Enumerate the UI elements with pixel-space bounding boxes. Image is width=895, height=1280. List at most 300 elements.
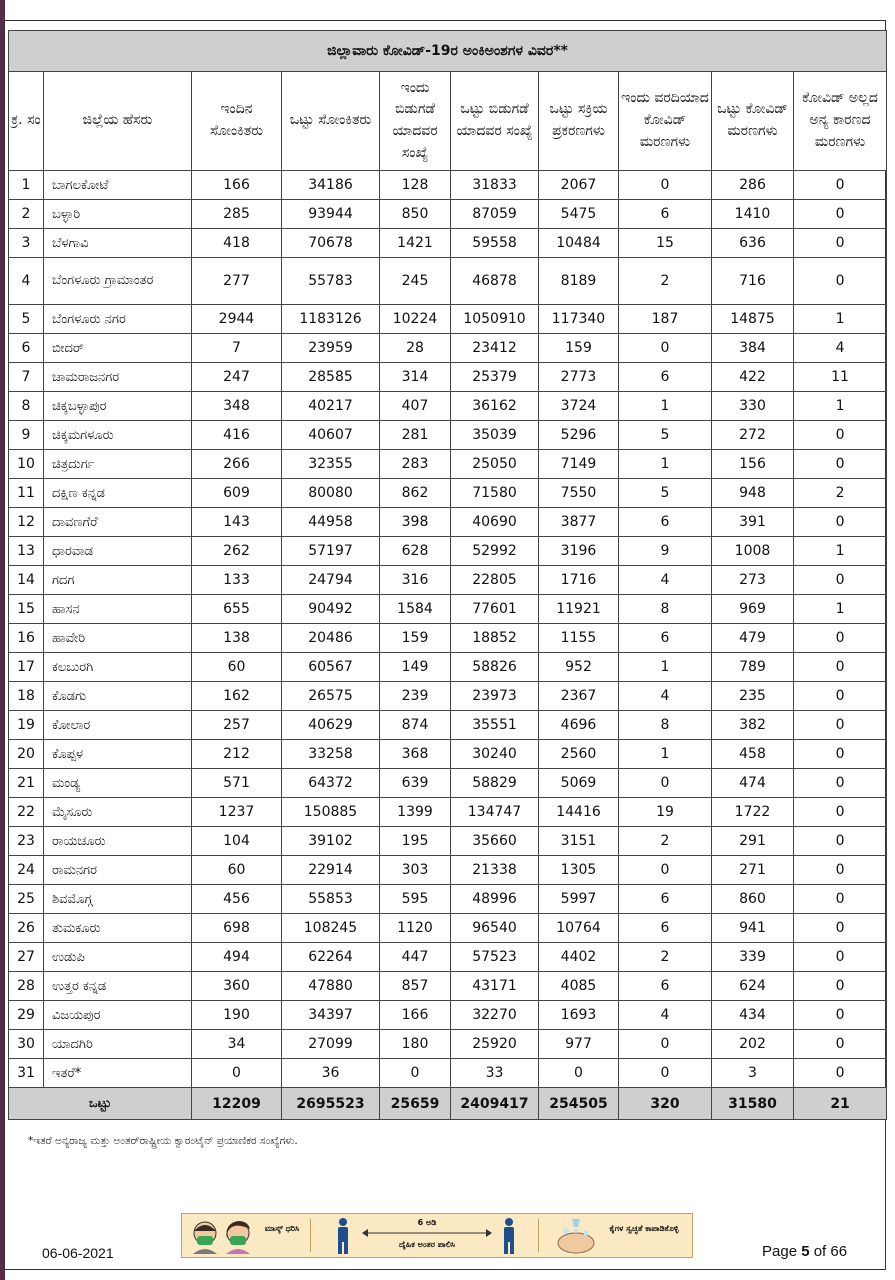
cell-non-covid-deaths: 1: [794, 537, 887, 566]
cell-serial: 19: [9, 711, 44, 740]
cell-total-cases: 55853: [282, 885, 380, 914]
table-row: [9, 885, 887, 914]
cell-serial: 17: [9, 653, 44, 682]
cell-active-cases: 1305: [539, 856, 619, 885]
cell-today-deaths: 6: [619, 885, 712, 914]
cell-total-deaths: 624: [712, 972, 794, 1001]
header-district-name: ಜಿಲ್ಲೆಯ ಹೆಸರು: [44, 72, 192, 171]
cell-total-deaths: 789: [712, 653, 794, 682]
cell-total-deaths: 286: [712, 171, 794, 200]
cell-today-cases: 138: [192, 624, 282, 653]
cell-today-cases: 285: [192, 200, 282, 229]
cell-serial: 13: [9, 537, 44, 566]
cell-non-covid-deaths: 1: [794, 392, 887, 421]
cell-serial: 27: [9, 943, 44, 972]
banner-divider: [538, 1219, 539, 1252]
cell-total-cases: 23959: [282, 334, 380, 363]
cell-today-discharged: 1584: [380, 595, 451, 624]
cell-active-cases: 1155: [539, 624, 619, 653]
total-today-discharged: 25659: [380, 1088, 451, 1120]
table-row: [9, 305, 887, 334]
table-row: [9, 450, 887, 479]
cell-total-cases: 90492: [282, 595, 380, 624]
cell-today-discharged: 862: [380, 479, 451, 508]
cell-total-discharged: 32270: [451, 1001, 539, 1030]
cell-today-cases: 7: [192, 334, 282, 363]
cell-today-cases: 609: [192, 479, 282, 508]
cell-total-deaths: 235: [712, 682, 794, 711]
cell-serial: 5: [9, 305, 44, 334]
table-row: [9, 682, 887, 711]
cell-total-cases: 39102: [282, 827, 380, 856]
cell-district: ಹಾಸನ: [44, 595, 192, 624]
cell-district: ತುಮಕೂರು: [44, 914, 192, 943]
cell-district: ಕೊಡಗು: [44, 682, 192, 711]
cell-total-discharged: 21338: [451, 856, 539, 885]
cell-serial: 31: [9, 1059, 44, 1088]
total-total-deaths: 31580: [712, 1088, 794, 1120]
cell-today-deaths: 0: [619, 334, 712, 363]
cell-non-covid-deaths: 2: [794, 479, 887, 508]
cell-today-discharged: 149: [380, 653, 451, 682]
cell-total-deaths: 948: [712, 479, 794, 508]
table-row: [9, 392, 887, 421]
header-serial: ಕ್ರ. ಸಂ: [9, 72, 44, 171]
cell-district: ಚಿಕ್ಕಬಳ್ಳಾಪುರ: [44, 392, 192, 421]
cell-total-cases: 32355: [282, 450, 380, 479]
cell-today-cases: 655: [192, 595, 282, 624]
cell-total-deaths: 479: [712, 624, 794, 653]
cell-serial: 26: [9, 914, 44, 943]
page-prefix: Page: [762, 1243, 802, 1260]
cell-district: ಉಡುಪಿ: [44, 943, 192, 972]
cell-today-discharged: 368: [380, 740, 451, 769]
cell-serial: 20: [9, 740, 44, 769]
cell-active-cases: 8189: [539, 258, 619, 305]
cell-today-cases: 262: [192, 537, 282, 566]
mask-label: ಮಾಸ್ಕ್ ಧರಿಸಿ: [264, 1224, 300, 1233]
cell-today-deaths: 2: [619, 827, 712, 856]
cell-serial: 6: [9, 334, 44, 363]
cell-district: ಬೆಳಗಾವಿ: [44, 229, 192, 258]
cell-today-cases: 456: [192, 885, 282, 914]
cell-serial: 30: [9, 1030, 44, 1059]
cell-total-discharged: 33: [451, 1059, 539, 1088]
cell-active-cases: 3196: [539, 537, 619, 566]
cell-total-cases: 27099: [282, 1030, 380, 1059]
cell-today-discharged: 447: [380, 943, 451, 972]
cell-today-discharged: 407: [380, 392, 451, 421]
cell-non-covid-deaths: 0: [794, 943, 887, 972]
hands-label: ಕೈಗಳ ಸ್ವಚ್ಛತೆ ಕಾಪಾಡಿಕೊಳ್ಳಿ: [609, 1224, 679, 1233]
cell-non-covid-deaths: 1: [794, 305, 887, 334]
cell-today-deaths: 19: [619, 798, 712, 827]
table-row: [9, 363, 887, 392]
cell-total-deaths: 1410: [712, 200, 794, 229]
cell-non-covid-deaths: 0: [794, 972, 887, 1001]
cell-today-discharged: 166: [380, 1001, 451, 1030]
table-row: [9, 508, 887, 537]
cell-today-cases: 166: [192, 171, 282, 200]
cell-district: ಕಲಬುರಗಿ: [44, 653, 192, 682]
cell-serial: 12: [9, 508, 44, 537]
cell-district: ಚಾಮರಾಜನಗರ: [44, 363, 192, 392]
header-total-cases: ಒಟ್ಟು ಸೋಂಕಿತರು: [282, 72, 380, 171]
table-row: [9, 334, 887, 363]
cell-today-discharged: 245: [380, 258, 451, 305]
cell-district: ಗದಗ: [44, 566, 192, 595]
cell-total-discharged: 58829: [451, 769, 539, 798]
cell-serial: 4: [9, 258, 44, 305]
cell-district: ಬೆಂಗಳೂರು ನಗರ: [44, 305, 192, 334]
cell-district: ಚಿತ್ರದುರ್ಗ: [44, 450, 192, 479]
cell-serial: 16: [9, 624, 44, 653]
cell-today-discharged: 595: [380, 885, 451, 914]
cell-district: ಧಾರವಾಡ: [44, 537, 192, 566]
cell-total-deaths: 969: [712, 595, 794, 624]
cell-active-cases: 4402: [539, 943, 619, 972]
table-row: [9, 421, 887, 450]
cell-today-deaths: 1: [619, 450, 712, 479]
cell-total-deaths: 391: [712, 508, 794, 537]
cell-total-deaths: 271: [712, 856, 794, 885]
cell-total-cases: 40607: [282, 421, 380, 450]
total-active-cases: 254505: [539, 1088, 619, 1120]
cell-total-deaths: 474: [712, 769, 794, 798]
cell-total-discharged: 30240: [451, 740, 539, 769]
cell-total-cases: 150885: [282, 798, 380, 827]
cell-total-deaths: 3: [712, 1059, 794, 1088]
cell-active-cases: 5997: [539, 885, 619, 914]
cell-non-covid-deaths: 0: [794, 1001, 887, 1030]
cell-today-cases: 360: [192, 972, 282, 1001]
cell-total-discharged: 57523: [451, 943, 539, 972]
total-today-cases: 12209: [192, 1088, 282, 1120]
cell-active-cases: 952: [539, 653, 619, 682]
cell-non-covid-deaths: 0: [794, 827, 887, 856]
cell-serial: 22: [9, 798, 44, 827]
cell-total-discharged: 1050910: [451, 305, 539, 334]
cell-non-covid-deaths: 0: [794, 566, 887, 595]
total-total-cases: 2695523: [282, 1088, 380, 1120]
cell-non-covid-deaths: 0: [794, 200, 887, 229]
cell-non-covid-deaths: 0: [794, 798, 887, 827]
cell-serial: 1: [9, 171, 44, 200]
cell-today-discharged: 628: [380, 537, 451, 566]
cell-total-deaths: 14875: [712, 305, 794, 334]
header-today-cases: ಇಂದಿನ ಸೋಂಕಿತರು: [192, 72, 282, 171]
cell-active-cases: 2560: [539, 740, 619, 769]
cell-non-covid-deaths: 0: [794, 421, 887, 450]
cell-non-covid-deaths: 0: [794, 1059, 887, 1088]
cell-total-deaths: 273: [712, 566, 794, 595]
cell-total-deaths: 434: [712, 1001, 794, 1030]
table-row: [9, 566, 887, 595]
cell-district: ಮೈಸೂರು: [44, 798, 192, 827]
cell-today-cases: 247: [192, 363, 282, 392]
cell-non-covid-deaths: 0: [794, 1030, 887, 1059]
header-today-deaths: ಇಂದು ವರದಿಯಾದ ಕೋವಿಡ್‌ ಮರಣಗಳು: [619, 72, 712, 171]
cell-total-deaths: 382: [712, 711, 794, 740]
person-icon: [500, 1217, 518, 1255]
cell-district: ಬೆಂಗಳೂರು ಗ್ರಾಮಾಂತರ: [44, 258, 192, 305]
footer-date: 06-06-2021: [42, 1245, 114, 1261]
cell-today-cases: 0: [192, 1059, 282, 1088]
total-non-covid-deaths: 21: [794, 1088, 887, 1120]
cell-total-discharged: 46878: [451, 258, 539, 305]
cell-total-cases: 108245: [282, 914, 380, 943]
cell-total-cases: 1183126: [282, 305, 380, 334]
cell-non-covid-deaths: 0: [794, 450, 887, 479]
header-non-covid-deaths: ಕೋವಿಡ್‌ ಅಲ್ಲದ ಅನ್ಯ ಕಾರಣದ ಮರಣಗಳು: [794, 72, 887, 171]
cell-serial: 2: [9, 200, 44, 229]
cell-today-deaths: 15: [619, 229, 712, 258]
cell-total-discharged: 31833: [451, 171, 539, 200]
cell-total-discharged: 35660: [451, 827, 539, 856]
cell-today-cases: 60: [192, 653, 282, 682]
cell-total-cases: 36: [282, 1059, 380, 1088]
cell-non-covid-deaths: 0: [794, 258, 887, 305]
cell-non-covid-deaths: 0: [794, 682, 887, 711]
cell-active-cases: 2067: [539, 171, 619, 200]
cell-active-cases: 10764: [539, 914, 619, 943]
cell-today-cases: 2944: [192, 305, 282, 334]
cell-today-deaths: 6: [619, 972, 712, 1001]
cell-active-cases: 4696: [539, 711, 619, 740]
cell-active-cases: 3151: [539, 827, 619, 856]
cell-active-cases: 0: [539, 1059, 619, 1088]
table-title-row: [9, 31, 887, 72]
cell-district: ಬಳ್ಳಾರಿ: [44, 200, 192, 229]
cell-district: ದಕ್ಷಿಣ ಕನ್ನಡ: [44, 479, 192, 508]
cell-today-discharged: 303: [380, 856, 451, 885]
cell-total-cases: 28585: [282, 363, 380, 392]
cell-district: ಕೋಲಾರ: [44, 711, 192, 740]
cell-serial: 9: [9, 421, 44, 450]
cell-serial: 25: [9, 885, 44, 914]
table-row: [9, 537, 887, 566]
cell-total-cases: 64372: [282, 769, 380, 798]
cell-serial: 29: [9, 1001, 44, 1030]
cell-total-deaths: 636: [712, 229, 794, 258]
cell-non-covid-deaths: 4: [794, 334, 887, 363]
table-row: [9, 943, 887, 972]
cell-today-discharged: 316: [380, 566, 451, 595]
cell-today-cases: 571: [192, 769, 282, 798]
cell-active-cases: 11921: [539, 595, 619, 624]
cell-active-cases: 4085: [539, 972, 619, 1001]
cell-active-cases: 977: [539, 1030, 619, 1059]
cell-total-cases: 70678: [282, 229, 380, 258]
table-row: [9, 1030, 887, 1059]
page-suffix: of 66: [809, 1243, 848, 1260]
cell-serial: 10: [9, 450, 44, 479]
cell-today-cases: 1237: [192, 798, 282, 827]
cell-total-deaths: 1008: [712, 537, 794, 566]
covid-district-table: [8, 30, 887, 1120]
table-row: [9, 595, 887, 624]
cell-total-deaths: 458: [712, 740, 794, 769]
cell-non-covid-deaths: 0: [794, 914, 887, 943]
header-today-discharged: ಇಂದು ಬಿಡುಗಡೆ ಯಾದವರ ಸಂಖ್ಯೆ: [380, 72, 451, 171]
cell-total-deaths: 330: [712, 392, 794, 421]
cell-total-discharged: 18852: [451, 624, 539, 653]
cell-district: ಶಿವಮೊಗ್ಗ: [44, 885, 192, 914]
cell-total-deaths: 202: [712, 1030, 794, 1059]
table-row: [9, 972, 887, 1001]
cell-active-cases: 7149: [539, 450, 619, 479]
table-row: [9, 1059, 887, 1088]
cell-today-cases: 257: [192, 711, 282, 740]
table-row: [9, 258, 887, 305]
cell-today-deaths: 4: [619, 1001, 712, 1030]
table-header-row: [9, 72, 887, 171]
cell-today-discharged: 159: [380, 624, 451, 653]
cell-serial: 28: [9, 972, 44, 1001]
cell-active-cases: 5475: [539, 200, 619, 229]
cell-total-cases: 57197: [282, 537, 380, 566]
table-row: [9, 171, 887, 200]
cell-today-cases: 212: [192, 740, 282, 769]
table-row: [9, 798, 887, 827]
table-row: [9, 740, 887, 769]
cell-district: ಕೊಪ್ಪಳ: [44, 740, 192, 769]
cell-total-cases: 44958: [282, 508, 380, 537]
cell-today-cases: 698: [192, 914, 282, 943]
cell-today-deaths: 2: [619, 943, 712, 972]
banner-divider: [310, 1219, 311, 1252]
cell-non-covid-deaths: 0: [794, 624, 887, 653]
cell-total-cases: 26575: [282, 682, 380, 711]
cell-active-cases: 14416: [539, 798, 619, 827]
cell-non-covid-deaths: 0: [794, 856, 887, 885]
cell-today-cases: 133: [192, 566, 282, 595]
cell-total-discharged: 36162: [451, 392, 539, 421]
table-row: [9, 711, 887, 740]
cell-district: ಬಾಗಲಕೋಟೆ: [44, 171, 192, 200]
distance-value: 6 ಅಡಿ: [417, 1218, 437, 1227]
cell-total-cases: 55783: [282, 258, 380, 305]
header-total-discharged: ಒಟ್ಟು ಬಿಡುಗಡೆ ಯಾದವರ ಸಂಖ್ಯೆ: [451, 72, 539, 171]
cell-today-deaths: 6: [619, 914, 712, 943]
cell-today-deaths: 5: [619, 479, 712, 508]
cell-today-cases: 60: [192, 856, 282, 885]
cell-district: ಉತ್ತರ ಕನ್ನಡ: [44, 972, 192, 1001]
current-page: 5: [801, 1243, 810, 1260]
cell-district: ರಾಮನಗರ: [44, 856, 192, 885]
table-row: [9, 1001, 887, 1030]
cell-total-discharged: 35551: [451, 711, 539, 740]
table-row: [9, 200, 887, 229]
cell-today-deaths: 4: [619, 566, 712, 595]
cell-total-discharged: 134747: [451, 798, 539, 827]
cell-total-deaths: 339: [712, 943, 794, 972]
cell-today-discharged: 180: [380, 1030, 451, 1059]
cell-total-deaths: 291: [712, 827, 794, 856]
table-row: [9, 653, 887, 682]
total-total-discharged: 2409417: [451, 1088, 539, 1120]
cell-active-cases: 3724: [539, 392, 619, 421]
cell-today-cases: 190: [192, 1001, 282, 1030]
cell-district: ಮಂಡ್ಯ: [44, 769, 192, 798]
cell-total-discharged: 35039: [451, 421, 539, 450]
cell-non-covid-deaths: 0: [794, 885, 887, 914]
cell-total-discharged: 23973: [451, 682, 539, 711]
cell-total-discharged: 52992: [451, 537, 539, 566]
cell-today-cases: 104: [192, 827, 282, 856]
cell-active-cases: 117340: [539, 305, 619, 334]
cell-serial: 15: [9, 595, 44, 624]
cell-non-covid-deaths: 0: [794, 711, 887, 740]
cell-total-deaths: 384: [712, 334, 794, 363]
cell-today-deaths: 187: [619, 305, 712, 334]
cell-active-cases: 159: [539, 334, 619, 363]
cell-serial: 11: [9, 479, 44, 508]
cell-total-discharged: 25050: [451, 450, 539, 479]
cell-active-cases: 10484: [539, 229, 619, 258]
cell-district: ಯಾದಗಿರಿ: [44, 1030, 192, 1059]
cell-total-discharged: 71580: [451, 479, 539, 508]
cell-today-discharged: 874: [380, 711, 451, 740]
cell-non-covid-deaths: 0: [794, 740, 887, 769]
cell-today-discharged: 850: [380, 200, 451, 229]
cell-serial: 24: [9, 856, 44, 885]
cell-active-cases: 3877: [539, 508, 619, 537]
cell-total-cases: 62264: [282, 943, 380, 972]
cell-serial: 23: [9, 827, 44, 856]
cell-total-cases: 80080: [282, 479, 380, 508]
cell-total-discharged: 77601: [451, 595, 539, 624]
totals-label: ಒಟ್ಟು: [9, 1088, 192, 1120]
cell-today-deaths: 1: [619, 392, 712, 421]
cell-total-discharged: 22805: [451, 566, 539, 595]
cell-today-cases: 266: [192, 450, 282, 479]
hand-wash-icon: [554, 1217, 598, 1255]
cell-serial: 21: [9, 769, 44, 798]
cell-today-cases: 418: [192, 229, 282, 258]
page-number: [762, 1243, 847, 1260]
cell-district: ದಾವಣಗೆರೆ: [44, 508, 192, 537]
cell-total-deaths: 860: [712, 885, 794, 914]
cell-today-deaths: 0: [619, 769, 712, 798]
cell-today-cases: 162: [192, 682, 282, 711]
cell-district: ರಾಯಚೂರು: [44, 827, 192, 856]
cell-total-deaths: 156: [712, 450, 794, 479]
cell-total-cases: 20486: [282, 624, 380, 653]
cell-non-covid-deaths: 0: [794, 171, 887, 200]
totals-row: [9, 1088, 887, 1120]
cell-total-deaths: 716: [712, 258, 794, 305]
cell-total-cases: 22914: [282, 856, 380, 885]
cell-today-discharged: 314: [380, 363, 451, 392]
cell-today-deaths: 1: [619, 653, 712, 682]
cell-total-cases: 47880: [282, 972, 380, 1001]
person-icon: [334, 1217, 352, 1255]
header-total-deaths: ಒಟ್ಟು ಕೋವಿಡ್‌ ಮರಣಗಳು: [712, 72, 794, 171]
cell-serial: 18: [9, 682, 44, 711]
cell-non-covid-deaths: 1: [794, 595, 887, 624]
cell-total-discharged: 96540: [451, 914, 539, 943]
cell-today-discharged: 857: [380, 972, 451, 1001]
cell-today-discharged: 28: [380, 334, 451, 363]
cell-total-discharged: 87059: [451, 200, 539, 229]
cell-today-deaths: 9: [619, 537, 712, 566]
cell-total-cases: 40629: [282, 711, 380, 740]
cell-today-deaths: 0: [619, 856, 712, 885]
table-row: [9, 769, 887, 798]
cell-total-discharged: 40690: [451, 508, 539, 537]
cell-today-deaths: 6: [619, 508, 712, 537]
